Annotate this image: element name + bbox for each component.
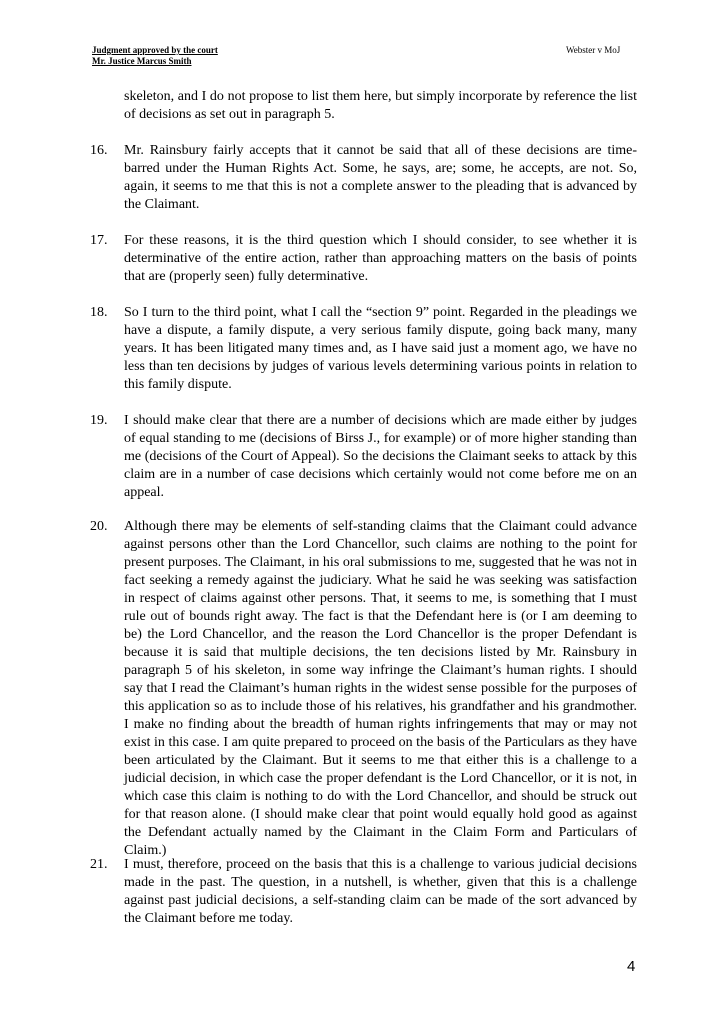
paragraph-number: 16. <box>90 143 108 158</box>
paragraph-number: 18. <box>90 305 108 320</box>
paragraph-number: 20. <box>90 519 108 534</box>
paragraph-text: For these reasons, it is the third question which I should consider, to see whether it is determinative of the entire action, rather than approaching matters on the basis of points that are (properly seen) fully determinative. <box>124 233 637 284</box>
paragraph-text: I should make clear that there are a number of decisions which are made either by judges of equal standing to me (decisions of Birss J., for example) or of more higher standing than me (decisions of the Court of Appeal). So the decisions the Claimant seeks to attack by this claim are in a number of case decisions which certainly would not come before me on an appeal. <box>124 413 637 500</box>
paragraph-number: 17. <box>90 233 108 248</box>
paragraph-17 <box>90 232 637 286</box>
paragraph-text: Although there may be elements of self-standing claims that the Claimant could advance against persons other than the Lord Chancellor, such claims are nothing to the point for present purposes. The Claimant, in his oral submissions to me, suggested that he was not in fact seeking a remedy against the judiciary. What he said he was seeking was satisfaction in respect of claims against other persons. That, it seems to me, is something that I must rule out of bounds right away. The fact is that the Defendant here is (or I am deeming to be) the Lord Chancellor, and the reason the Lord Chancellor is the proper Defendant is because it is said that multiple decisions, the ten decisions listed by Mr. Rainsbury in paragraph 5 of his skeleton, in some way infringe the Claimant’s human rights. I should say that I read the Claimant’s human rights in the widest sense possible for the purposes of this application so as to include those of his relatives, his grandfather and his grandmother. I make no finding about the breadth of human rights infringements that may or may not exist in this case. I am quite prepared to proceed on the basis of the Particulars as they have been articulated by the Claimant. But it seems to me that either this is a challenge to a judicial decision, in which case the proper defendant is the Lord Chancellor, or it is not, in which case this claim is nothing to do with the Lord Chancellor, and should be struck out for that reason alone. (I should make clear that point would equally hold good as against the Defendant actually named by the Claimant in the Claim Form and Particulars of Claim.) <box>124 519 637 858</box>
paragraph-number: 21. <box>90 857 108 872</box>
header-judge-name: Mr. Justice Marcus Smith <box>92 56 192 66</box>
paragraph-18 <box>90 304 637 394</box>
header-case-name: Webster v MoJ <box>566 45 621 55</box>
paragraph-16 <box>90 142 637 214</box>
paragraph-21 <box>90 856 637 928</box>
paragraph-text: skeleton, and I do not propose to list them here, but simply incorporate by reference the list of decisions as set out in paragraph 5. <box>124 89 637 122</box>
paragraph-19 <box>90 412 637 502</box>
header-judgment-label: Judgment approved by the court <box>92 45 218 55</box>
paragraph-continued <box>90 88 637 124</box>
paragraph-text: Mr. Rainsbury fairly accepts that it cannot be said that all of these decisions are time-barred under the Human Rights Act. Some, he says, are; some, he accepts, are not. So, again, it seems to me that this is not a complete answer to the pleading that is advanced by the Claimant. <box>124 143 637 212</box>
paragraph-text: So I turn to the third point, what I call the “section 9” point. Regarded in the pleadings we have a dispute, a family dispute, a very serious family dispute, going back many, many years. It has been litigated many times and, as I have said just a moment ago, we have no less than ten decisions by judges of various levels determining various points in relation to this family dispute. <box>124 305 637 392</box>
paragraph-number: 19. <box>90 413 108 428</box>
header-left <box>92 45 218 67</box>
paragraph-20 <box>90 518 637 860</box>
paragraph-text: I must, therefore, proceed on the basis that this is a challenge to various judicial decisions made in the past. The question, in a nutshell, is whether, given that this is a challenge against past judicial decisions, a self-standing claim can be made of the sort advanced by the Claimant before me today. <box>124 857 637 926</box>
page-number: 4 <box>627 958 636 975</box>
